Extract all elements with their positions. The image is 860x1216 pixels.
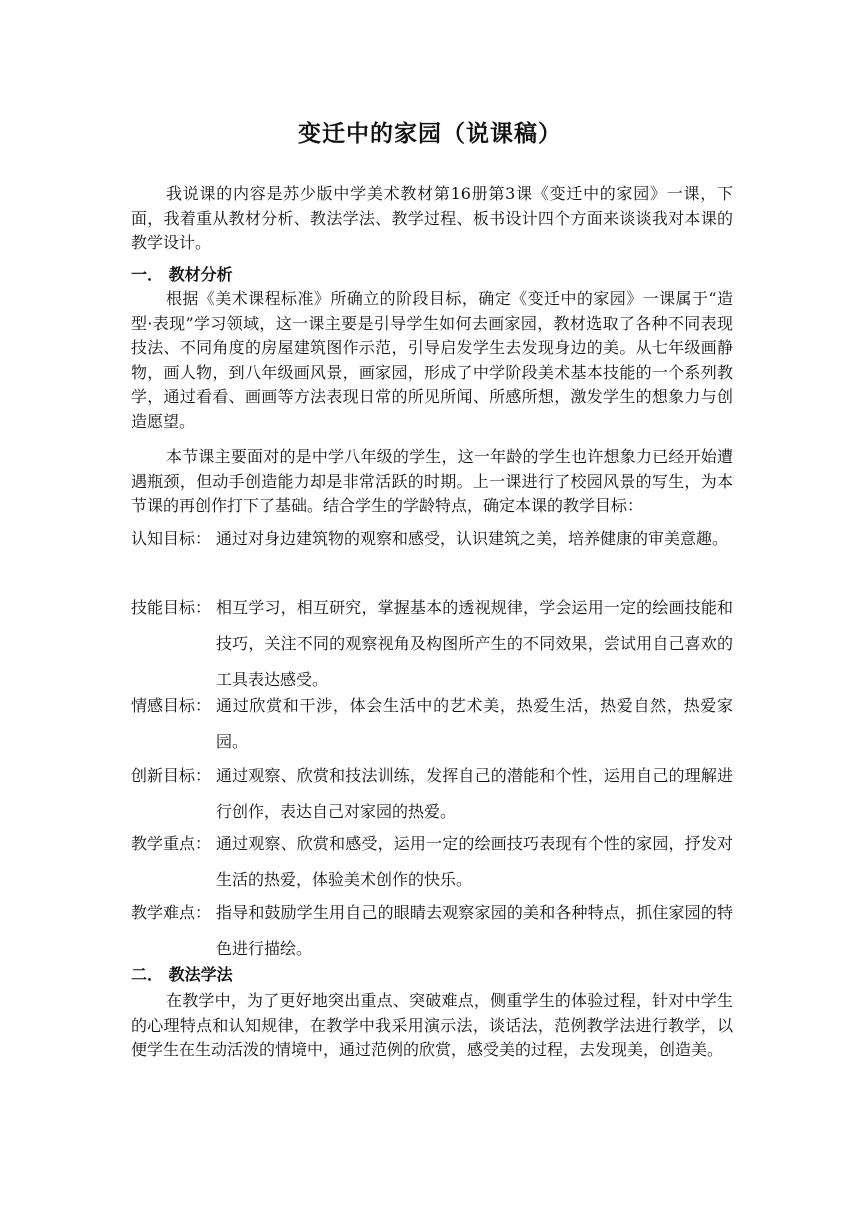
teaching-difficulty <box>131 895 733 967</box>
intro-paragraph: 我说课的内容是苏少版中学美术教材第16册第3课《变迁中的家园》一课，下面，我着重从教材分析、教法学法、教学过程、板书设计四个方面来谈谈我对本课的教学设计。 <box>131 184 733 252</box>
goal-text: 通过观察、欣赏和技法训练，发挥自己的潜能和个性，运用自己的理解进行创作，表达自己对家园的热爱。 <box>216 766 733 821</box>
goal-skill <box>131 590 733 698</box>
goal-text: 通过观察、欣赏和感受，运用一定的绘画技巧表现有个性的家园，抒发对生活的热爱，体验美术创作的快乐。 <box>216 834 733 889</box>
goal-text: 通过对身边建筑物的观察和感受，认识建筑之美，培养健康的审美意趣。 <box>216 529 729 548</box>
goal-text: 相互学习，相互研究，掌握基本的透视规律，学会运用一定的绘画技能和技巧，关注不同的观察视角及构图所产生的不同效果，尝试用自己喜欢的工具表达感受。 <box>216 598 733 689</box>
goal-label: 技能目标： <box>131 598 212 617</box>
material-analysis-paragraph: 根据《美术课程标准》所确立的阶段目标，确定《变迁中的家园》一课属于“造型·表现”学习领域，这一课主要是引导学生如何去画家园，教材选取了各种不同表现技法、不同角度的房屋建筑图作示范，引导启发学生去发现身边的美。从七年级画静物，画人物，到八年级画风景，画家园，形成了中学阶段美术基本技能的一个系列教学，通过看看、画画等方法表现日常的所见所闻、所感所想，激发学生的想象力与创造愿望。 <box>131 289 733 431</box>
goal-label: 创新目标： <box>131 766 212 785</box>
goal-label: 情感目标： <box>131 696 212 715</box>
goal-label: 认知目标： <box>131 529 212 548</box>
methods-paragraph: 在教学中，为了更好地突出重点、突破难点，侧重学生的体验过程，针对中学生的心理特点和认知规律，在教学中我采用演示法，谈话法，范例教学法进行教学，以便学生在生动活泼的情境中，通过范例的欣赏，感受美的过程，去发现美，创造美。 <box>131 991 733 1059</box>
goal-label: 教学难点： <box>131 903 212 922</box>
teaching-key-point <box>131 826 733 898</box>
section-heading-teaching-material: 一． 教材分析 <box>131 265 233 284</box>
page-title: 变迁中的家园（说课稿） <box>298 120 562 147</box>
goal-innovation <box>131 758 733 830</box>
goal-emotional <box>131 688 733 760</box>
goal-cognitive <box>131 521 733 557</box>
goal-label: 教学重点： <box>131 834 212 853</box>
goal-text: 指导和鼓励学生用自己的眼睛去观察家园的美和各种特点，抓住家园的特色进行描绘。 <box>216 903 733 958</box>
section-heading-teaching-methods: 二． 教法学法 <box>131 965 233 984</box>
goal-text: 通过欣赏和干涉，体会生活中的艺术美，热爱生活，热爱自然，热爱家园。 <box>216 696 733 751</box>
students-paragraph: 本节课主要面对的是中学八年级的学生，这一年龄的学生也许想象力已经开始遭遇瓶颈，但动手创造能力却是非常活跃的时期。上一课进行了校园风景的写生，为本节课的再创作打下了基础。结合学生的学龄特点，确定本课的教学目标： <box>131 447 733 515</box>
